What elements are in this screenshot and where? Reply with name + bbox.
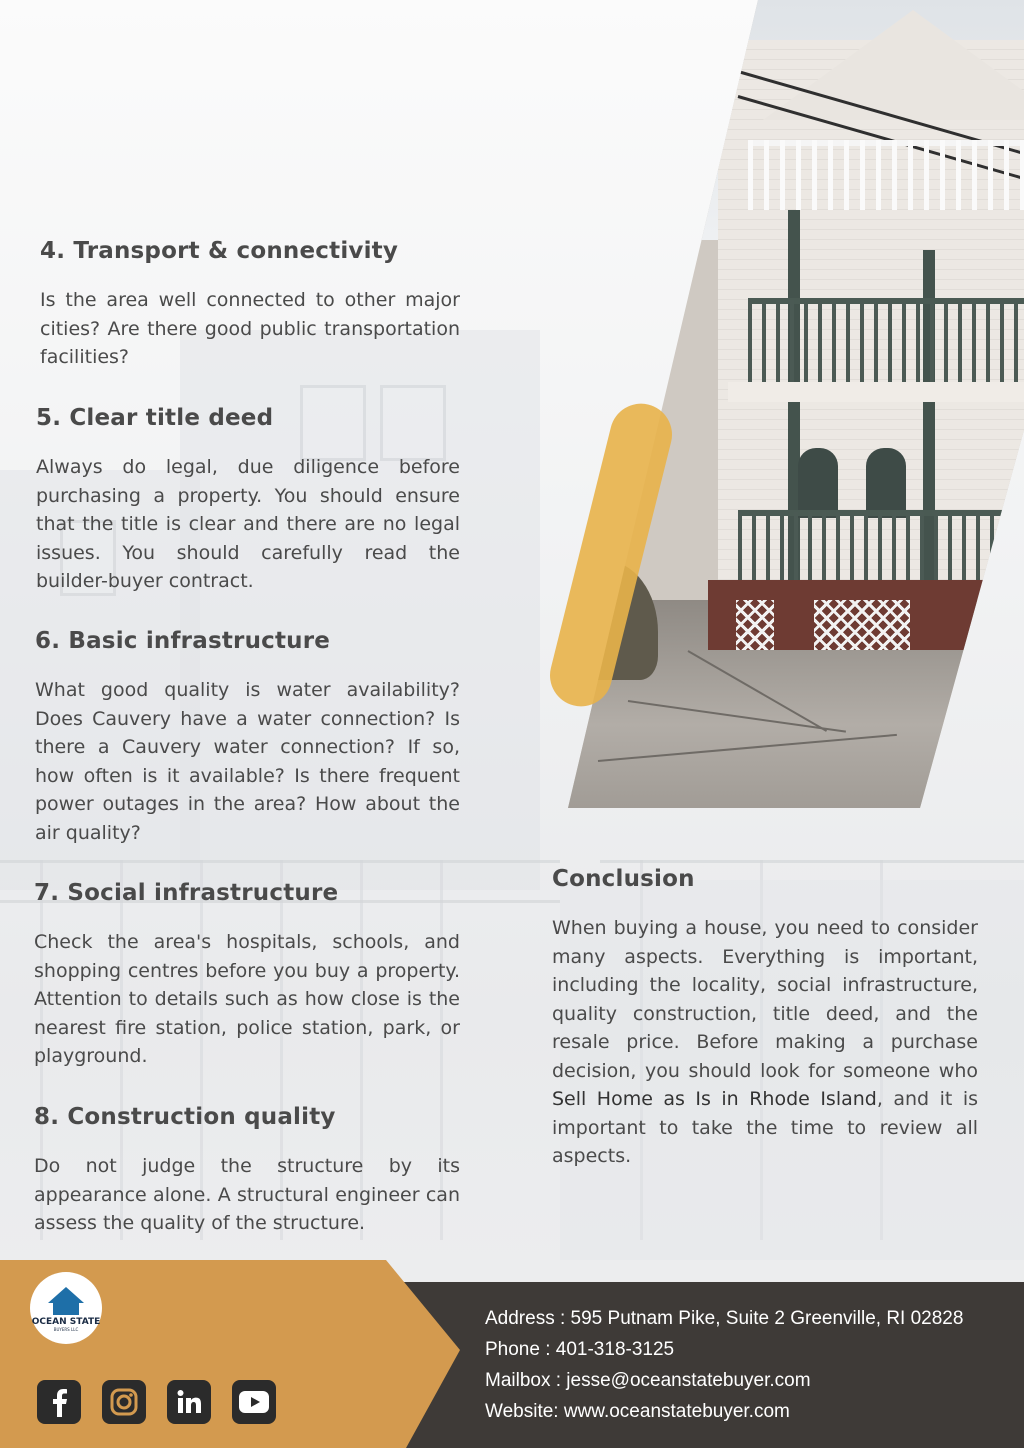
section-body: What good quality is water availability? Does Cauvery have a water connection? Is there a Cauvery water connection? If so, how often is it available? Is there frequent power outages in the area? How about the air quality? [35,679,460,844]
conclusion-heading: Conclusion [552,866,695,892]
section-body: Always do legal, due diligence before purchasing a property. You should ensure that the title is clear and there are no legal issues. You should carefully read the builder-buyer contract. [36,456,460,592]
logo-subtitle: BUYERS LLC [53,1326,79,1332]
contact-address: Address : 595 Putnam Pike, Suite 2 Greenville, RI 02828 [485,1308,964,1329]
section-social-infrastructure [34,880,460,1071]
company-logo[interactable] [30,1272,102,1344]
footer-contact-panel [380,1282,1024,1448]
section-heading: 4. Transport & connectivity [40,238,399,264]
logo-title: OCEAN STATE [31,1316,101,1327]
conclusion-highlight-link[interactable]: Sell Home as Is in Rhode Island [552,1088,877,1110]
facebook-icon[interactable] [37,1380,81,1424]
section-transport [40,238,460,372]
linkedin-icon[interactable] [167,1380,211,1424]
contact-mailbox[interactable]: Mailbox : jesse@oceanstatebuyer.com [485,1370,811,1391]
section-title-deed [36,405,460,596]
section-conclusion [552,866,978,1171]
section-basic-infrastructure [35,628,460,847]
section-heading: 7. Social infrastructure [34,880,339,906]
youtube-icon[interactable] [232,1380,276,1424]
contact-phone[interactable]: Phone : 401-318-3125 [485,1339,675,1360]
section-body: Do not judge the structure by its appearance alone. A structural engineer can assess the quality of the structure. [34,1155,460,1234]
section-body: Is the area well connected to other major cities? Are there good public transportation facilities? [40,289,460,368]
section-body: Check the area's hospitals, schools, and shopping centres before you buy a property. Attention to details such as how close is the nearest fire station, police station, park, or playground. [34,931,460,1067]
section-heading: 5. Clear title deed [36,405,274,431]
instagram-icon[interactable] [102,1380,146,1424]
section-heading: 8. Construction quality [34,1104,336,1130]
conclusion-body [552,914,978,1171]
section-heading: 6. Basic infrastructure [35,628,331,654]
contact-website[interactable]: Website: www.oceanstatebuyer.com [485,1401,790,1422]
conclusion-text-end: , and it is important to take the time to review all aspects. [552,1088,978,1167]
logo-house-icon [53,1303,79,1315]
logo-roof-icon [48,1287,84,1303]
section-construction-quality [34,1104,460,1238]
conclusion-text-start: When buying a house, you need to consider many aspects. Everything is important, including the locality, social infrastructure, quality construction, title deed, and the resale price. Before making a purchase decision, you should look for someone who [552,917,978,1082]
